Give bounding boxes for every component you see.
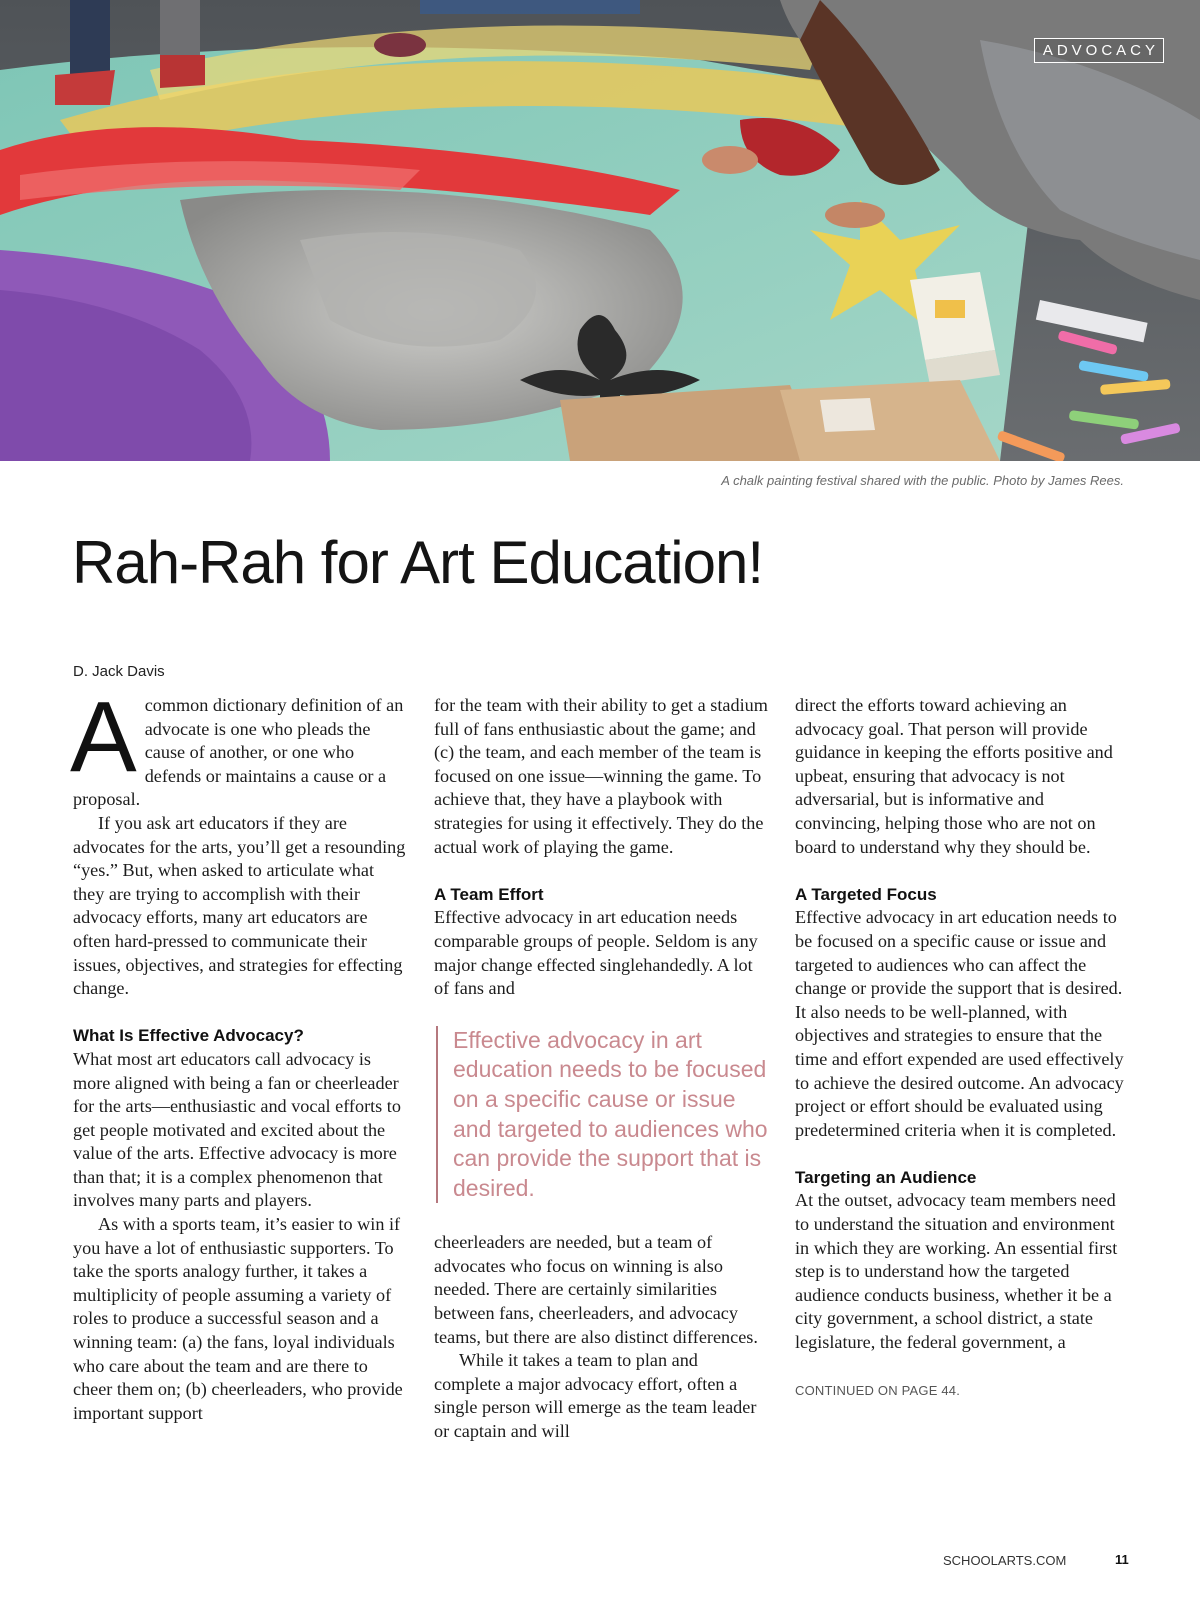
footer-site-link[interactable]: SCHOOLARTS.COM — [943, 1553, 1067, 1568]
section-tag: ADVOCACY — [1034, 38, 1164, 63]
paragraph: cheerleaders are needed, but a team of advocates who focus on winning is also needed. There are certainly similarities between fans, cheerleaders, and advocacy teams, but there are also distinct differences. — [434, 1232, 758, 1347]
photo-caption: A chalk painting festival shared with the public. Photo by James Rees. — [721, 473, 1124, 488]
subhead-effective-advocacy: What Is Effective Advocacy? — [73, 1026, 304, 1046]
paragraph: for the team with their ability to get a stadium full of fans enthusiastic about the game; and (c) the team, and each member of the team is focused on one issue—winning the game. To achieve that, they have a playbook with strategies for using it effectively. They do the actual work of playing the game. — [434, 695, 768, 857]
paragraph: If you ask art educators if they are advocates for the arts, you’ll get a resounding “yes.” But, when asked to articulate what they are trying to accomplish with their advocacy efforts, many art educators are often hard-pressed to communicate their issues, objectives, and strategies for effecting change. — [73, 812, 406, 999]
paragraph: While it takes a team to plan and complete a major advocacy effort, often a single person will emerge as the team leader or captain and will — [434, 1350, 757, 1442]
paragraph: Effective advocacy in art education needs comparable groups of people. Seldom is any major change effected singlehandedly. A lot of fans and — [434, 907, 758, 999]
drop-cap: A — [70, 681, 137, 793]
page-number: 11 — [1115, 1552, 1129, 1567]
paragraph: At the outset, advocacy team members need to understand the situation and environment in which they are working. An essential first step is to understand how the targeted audience conducts business, whether it be a city government, a school district, a state legislature, the federal government, a — [795, 1190, 1118, 1353]
paragraph: Acommon dictionary definition of an advocate is one who pleads the cause of another, or one who defends or maintains a cause or a proposal. — [70, 681, 404, 810]
column-1 — [70, 681, 408, 1425]
article-title: Rah-Rah for Art Education! — [72, 529, 764, 596]
subhead-targeted-focus: A Targeted Focus — [795, 884, 937, 904]
subhead-team-effort: A Team Effort — [434, 884, 544, 904]
paragraph: What most art educators call advocacy is more aligned with being a fan or cheerleader for the arts—enthusiastic and vocal efforts to get people motivated and excited about the value of the arts. Effective advocacy is more than that; it is a complex phenomenon that involves many parts and players. — [73, 1048, 401, 1211]
column-3 — [795, 694, 1130, 1402]
hero-photo — [0, 0, 1200, 461]
paragraph: direct the efforts toward achieving an advocacy goal. That person will provide guidance in keeping the efforts positive and upbeat, ensuring that advocacy is not adversarial, but is informative and convincing, helping those who are not on board to understand why they should be. — [795, 695, 1113, 857]
paragraph: As with a sports team, it’s easier to win if you have a lot of enthusiastic supporters. To take the sports analogy further, it takes a multiplicity of people assuming a variety of roles to produce a successful season and a winning team: (a) the fans, loyal individuals who care about the team and are there to cheer them on; (b) cheerleaders, who provide important support — [73, 1214, 403, 1423]
column-2 — [434, 694, 769, 1444]
pull-quote: Effective advocacy in art education needs to be focused on a specific cause or issue and targeted to audiences who can provide the support that is desired. — [436, 1026, 769, 1204]
continued-note: CONTINUED ON PAGE 44. — [795, 1382, 961, 1398]
byline: D. Jack Davis — [73, 663, 165, 680]
paragraph: Effective advocacy in art education needs to be focused on a specific cause or issue and targeted to audiences who can affect the change or provide the support that is desired. It also needs to be well-planned, with objectives and strategies to ensure that the time and effort expended are used effectively to achieve the desired outcome. An advocacy project or effort should be evaluated using predetermined criteria when it is completed. — [795, 907, 1124, 1140]
chalk-painting-illustration — [0, 0, 1200, 461]
subhead-targeting-audience: Targeting an Audience — [795, 1167, 977, 1187]
